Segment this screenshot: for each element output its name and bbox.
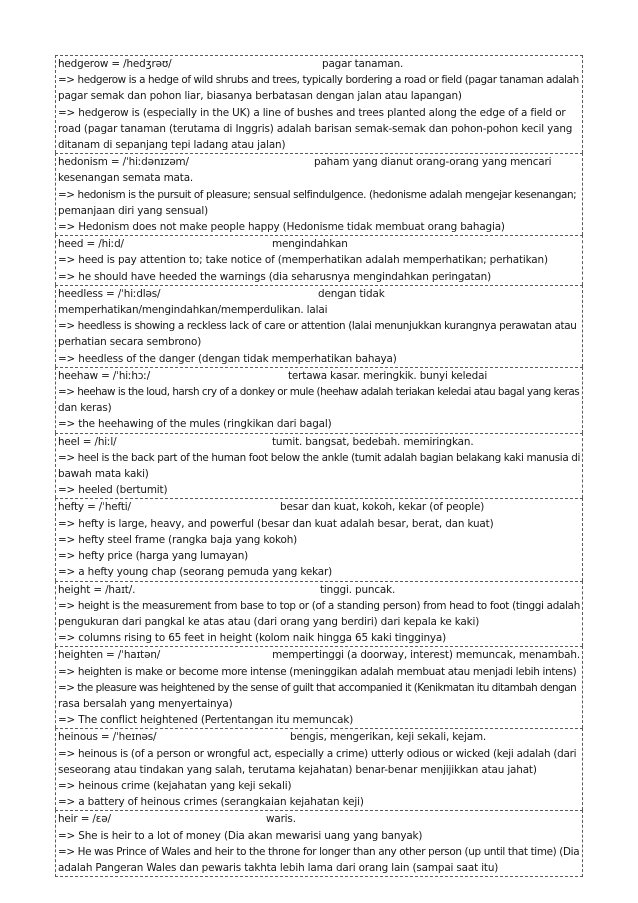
- entry-hedgerow: [55, 55, 583, 153]
- gloss: mempertinggi (a doorway, interest) memuncak, menambah.: [272, 649, 580, 662]
- entry-header: [58, 236, 580, 252]
- gloss: tumit. bangsat, bedebah. memiringkan.: [272, 435, 474, 448]
- gloss: bengis, mengerikan, keji sekali, kejam.: [290, 731, 487, 744]
- entry-line: => He was Prince of Wales and heir to the throne for longer than any other person (up until that time) (Dia: [58, 845, 580, 858]
- entry-line: pagar semak dan pohon liar, biasanya berbatasan dengan jalan atau lapangan): [58, 90, 462, 103]
- entry-line: perhatian secara sembrono): [58, 336, 202, 349]
- entry-header: [58, 56, 580, 72]
- headword: heedless = /ˈhiːdləs/: [58, 287, 161, 300]
- entry-header: [58, 154, 580, 170]
- entry-line: => heedless of the danger (dengan tidak memperhatikan bahaya): [58, 352, 397, 365]
- entry-line: => heighten is make or become more intense (meninggikan adalah membuat atau menjadi lebih intens): [58, 665, 577, 678]
- entry-line: pemanjaan diri yang sensual): [58, 204, 209, 217]
- entry-line: => heehaw is the loud, harsh cry of a donkey or mule (heehaw adalah teriakan keledai atau bagal yang keras: [58, 386, 580, 399]
- entry-line: ditanam di sepanjang tepi ladang atau jalan): [58, 139, 286, 152]
- entry-hefty: [55, 498, 583, 580]
- entry-heedless: [55, 285, 583, 367]
- entry-line: kesenangan semata mata.: [58, 172, 194, 185]
- entry-header: [58, 582, 580, 598]
- entry-line: pengukuran dari pangkal ke atas atau (dari orang yang berdiri) dari kepala ke kaki): [58, 615, 480, 628]
- entry-line: adalah Pangeran Wales dan pewaris takhta lebih lama dari orang lain (sampai saat itu): [58, 861, 499, 874]
- entry-heir: [55, 810, 583, 877]
- dictionary-sheet: [55, 55, 583, 877]
- entry-header: [58, 368, 580, 384]
- entry-line: => hedgerow is a hedge of wild shrubs and trees, typically bordering a road or field (pagar tanaman adalah: [58, 74, 579, 87]
- gloss: mengindahkan: [272, 238, 348, 251]
- entry-line: => hefty is large, heavy, and powerful (besar dan kuat adalah besar, berat, dan kuat): [58, 517, 494, 530]
- gloss: paham yang dianut orang-orang yang mencari: [314, 156, 552, 169]
- headword: heel = /hiːl/: [58, 435, 117, 448]
- gloss: waris.: [266, 813, 296, 826]
- entry-line: => heinous crime (kejahatan yang keji sekali): [58, 779, 292, 792]
- entry-line: => a hefty young chap (seorang pemuda yang kekar): [58, 566, 333, 579]
- entry-line: memperhatikan/mengindahkan/memperdulikan. lalai: [58, 304, 328, 317]
- gloss: pagar tanaman.: [322, 58, 404, 70]
- entry-line: => hedonism is the pursuit of pleasure; sensual selfindulgence. (hedonisme adalah mengejar kesenangan;: [58, 188, 577, 201]
- entry-heinous: [55, 728, 583, 810]
- headword: hedgerow = /hedʒrəʊ/: [58, 58, 172, 70]
- entry-header: [58, 499, 580, 515]
- entry-header: [58, 434, 580, 450]
- headword: hefty = /ˈhefti/: [58, 501, 131, 514]
- entry-line: => heed is pay attention to; take notice of (memperhatikan adalah memperhatikan; perhatikan): [58, 254, 548, 267]
- entry-line: => hedgerow is (especially in the UK) a line of bushes and trees planted along the edge of a field or: [58, 106, 566, 119]
- entry-line: => height is the measurement from base to top or (of a standing person) from head to foot (tinggi adalah: [58, 599, 581, 612]
- entry-line: => heeled (bertumit): [58, 484, 168, 497]
- entry-heed: [55, 235, 583, 285]
- headword: heir = /ɛə/: [58, 813, 111, 826]
- headword: heehaw = /ˈhiːhɔː/: [58, 369, 151, 382]
- entry-line: seseorang atau tindakan yang salah, terutama kejahatan) benar-benar menjijikkan atau jahat): [58, 763, 537, 776]
- entry-line: => heinous is (of a person or wrongful act, especially a crime) utterly odious or wicked (keji adalah (dari: [58, 747, 577, 760]
- headword: heighten = /ˈhaɪtən/: [58, 649, 161, 662]
- entry-line: dan keras): [58, 402, 112, 415]
- entry-line: => heedless is showing a reckless lack of care or attention (lalai menunjukkan kurangnya perawatan atau: [58, 320, 577, 333]
- entry-line: => Hedonism does not make people happy (Hedonisme tidak membuat orang bahagia): [58, 221, 505, 234]
- entry-line: rasa bersalah yang menyertainya): [58, 697, 233, 710]
- headword: heed = /hiːd/: [58, 238, 124, 251]
- entry-line: road (pagar tanaman (terutama di Inggris) adalah barisan semak-semak dan pohon-pohon kecil yang: [58, 122, 573, 135]
- entry-line: => hefty steel frame (rangka baja yang kokoh): [58, 533, 298, 546]
- entry-line: => The conflict heightened (Pertentangan itu memuncak): [58, 714, 354, 727]
- gloss: tinggi. puncak.: [320, 583, 396, 596]
- entry-line: bawah mata kaki): [58, 468, 149, 481]
- gloss: besar dan kuat, kokoh, kekar (of people): [280, 501, 485, 514]
- entry-header: [58, 286, 580, 302]
- entry-line: => he should have heeded the warnings (dia seharusnya mengindahkan peringatan): [58, 270, 491, 283]
- entry-header: [58, 729, 580, 745]
- entry-header: [58, 811, 580, 827]
- gloss: dengan tidak: [318, 287, 385, 300]
- gloss: tertawa kasar. meringkik. bunyi keledai: [288, 369, 488, 382]
- entry-height: [55, 581, 583, 647]
- headword: height = /haɪt/.: [58, 583, 136, 596]
- entry-hedonism: [55, 153, 583, 235]
- entry-line: => heel is the back part of the human foot below the ankle (tumit adalah bagian belakang kaki manusia di: [58, 451, 581, 464]
- entry-line: => columns rising to 65 feet in height (kolom naik hingga 65 kaki tingginya): [58, 632, 447, 645]
- entry-heighten: [55, 646, 583, 728]
- entry-line: => hefty price (harga yang lumayan): [58, 550, 249, 563]
- entry-heehaw: [55, 367, 583, 433]
- entry-heel: [55, 433, 583, 499]
- entry-line: => the pleasure was heightened by the sense of guilt that accompanied it (Kenikmatan itu ditambah dengan: [58, 681, 577, 694]
- entry-line: => She is heir to a lot of money (Dia akan mewarisi uang yang banyak): [58, 829, 423, 842]
- entry-line: => a battery of heinous crimes (serangkaian kejahatan keji): [58, 796, 364, 809]
- entry-line: => the heehawing of the mules (ringkikan dari bagal): [58, 418, 332, 431]
- headword: heinous = /ˈheɪnəs/: [58, 731, 157, 744]
- entry-header: [58, 647, 580, 663]
- headword: hedonism = /ˈhiːdənɪzəm/: [58, 156, 189, 169]
